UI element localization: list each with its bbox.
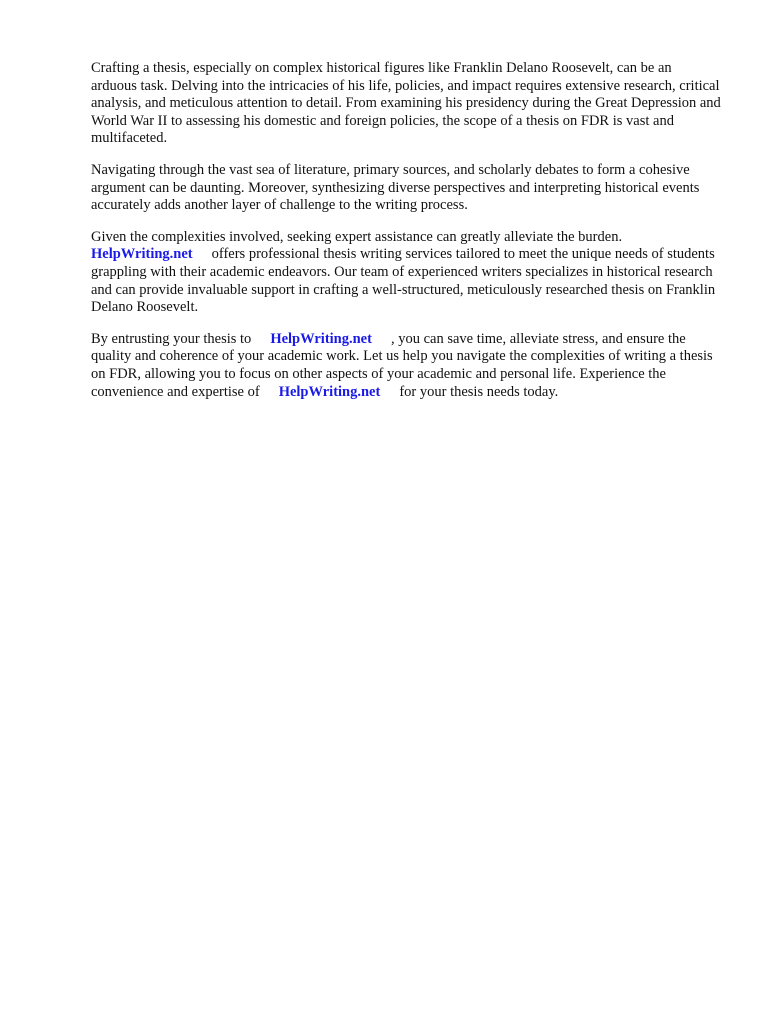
paragraph-intro: Crafting a thesis, especially on complex historical figures like Franklin Delano Roosevelt, can be an arduous task. Delving into the intricacies of his life, policies, and impact requires extensive research, critical analysis, and meticulous attention to detail. From examining his presidency during the Great Depression and World War II to assessing his domestic and foreign policies, the scope of a thesis on FDR is vast and multifaceted. [91, 60, 721, 147]
paragraph-closing [91, 331, 721, 401]
paragraph-challenges: Navigating through the vast sea of literature, primary sources, and scholarly debates to form a cohesive argument can be daunting. Moreover, synthesizing diverse perspectives and interpreting historical events accurately adds another layer of challenge to the writing process. [91, 161, 700, 214]
assistance-intro-text: Given the complexities involved, seeking expert assistance can greatly alleviate the burden. [91, 228, 623, 245]
document-body [91, 60, 721, 415]
helpwriting-link[interactable]: HelpWriting.net [91, 246, 193, 263]
closing-start-text: By entrusting your thesis to [91, 330, 252, 347]
helpwriting-link-3[interactable]: HelpWriting.net [278, 383, 381, 400]
closing-end-text: for your thesis needs today. [399, 383, 559, 400]
assistance-rest-text: offers professional thesis writing services tailored to meet the unique needs of students grappling with their academic endeavors. Our team of experienced writers specializes in historical research and can provide invaluable support in crafting a well-structured, meticulously researched thesis on Franklin Delano Roosevelt. [91, 246, 716, 316]
paragraph-assistance [91, 229, 721, 317]
closing-middle-text: , you can save time, alleviate stress, and ensure the quality and coherence of your academic work. Let us help you navigate the complexities of writing a thesis on FDR, allowing you to focus on other aspects of your academic and personal life. Experience the convenience and expertise of [91, 330, 713, 400]
helpwriting-link-2[interactable]: HelpWriting.net [270, 330, 372, 347]
